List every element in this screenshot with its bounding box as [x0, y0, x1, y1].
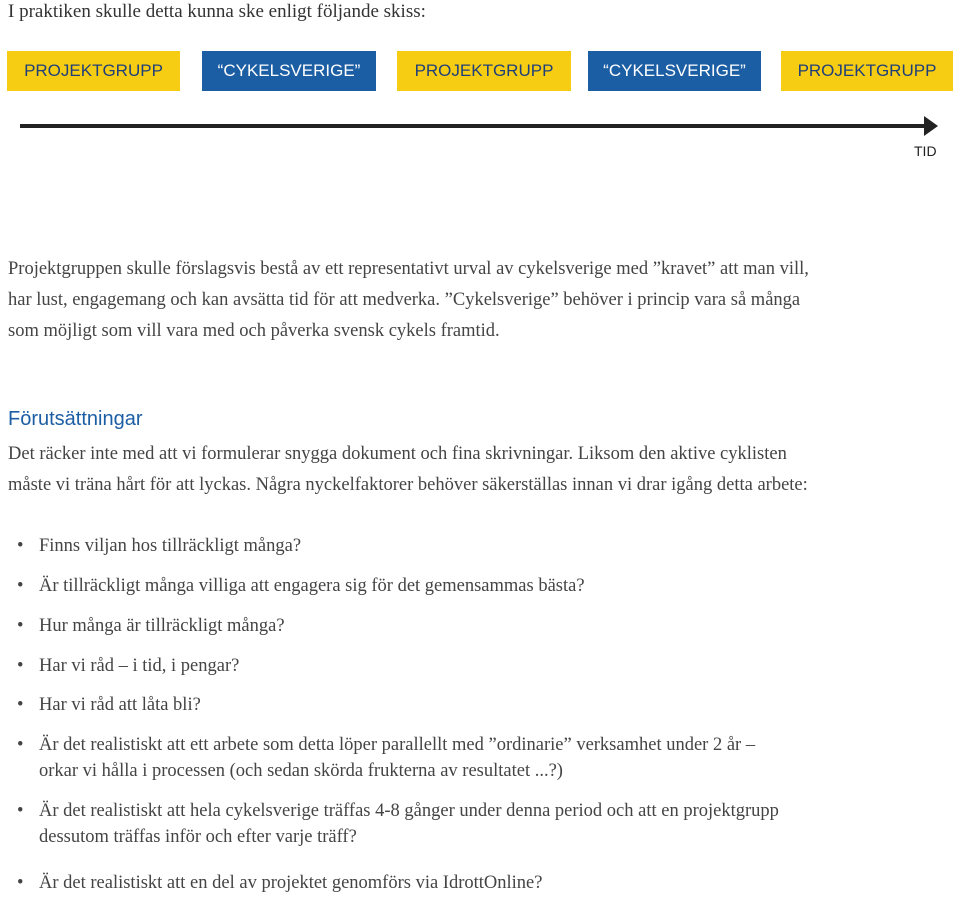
- bullet-icon: •: [17, 536, 24, 556]
- list-item-text: Är det realistiskt att ett arbete som detta löper parallellt med ”ordinarie” verksamhet under 2 år –: [39, 735, 756, 755]
- list-item-text: Är det realistiskt att hela cykelsverige träffas 4-8 gånger under denna period och att en projektgrupp: [39, 801, 779, 821]
- paragraph-line: Det räcker inte med att vi formulerar snygga dokument och fina skrivningar. Liksom den aktive cyklisten: [8, 444, 787, 464]
- list-item-text: Hur många är tillräckligt många?: [39, 616, 285, 636]
- bullet-icon: •: [17, 695, 24, 715]
- bullet-icon: •: [17, 801, 24, 821]
- paragraph-line: måste vi träna hårt för att lyckas. Några nyckelfaktorer behöver säkerställas innan vi drar igång detta arbete:: [8, 475, 808, 495]
- list-item-text: Är det realistiskt att en del av projektet genomförs via IdrottOnline?: [39, 873, 543, 893]
- paragraph-line: har lust, engagemang och kan avsätta tid för att medverka. ”Cykelsverige” behöver i princip vara så många: [8, 290, 801, 310]
- paragraph-forutsattningar: [8, 439, 956, 501]
- timeline-label: TID: [914, 143, 937, 159]
- intro-text: I praktiken skulle detta kunna ske enligt följande skiss:: [8, 1, 426, 22]
- paragraph-line: som möjligt som vill vara med och påverka svensk cykels framtid.: [8, 321, 500, 341]
- phase-cykelsverige-2: “CYKELSVERIGE”: [588, 51, 761, 91]
- phase-projektgrupp-2: PROJEKTGRUPP: [397, 51, 571, 91]
- paragraph-projektgruppen: [8, 254, 956, 347]
- section-heading: Förutsättningar: [8, 408, 143, 430]
- phase-cykelsverige-1: “CYKELSVERIGE”: [202, 51, 376, 91]
- list-item-text: Är tillräckligt många villiga att engagera sig för det gemensammas bästa?: [39, 576, 585, 596]
- timeline-arrow-icon: [924, 116, 938, 136]
- bullet-icon: •: [17, 616, 24, 636]
- bullet-icon: •: [17, 656, 24, 676]
- timeline-axis: [20, 124, 926, 128]
- list-item-text: Har vi råd att låta bli?: [39, 695, 201, 715]
- phase-diagram: [7, 51, 953, 91]
- phase-projektgrupp-3: PROJEKTGRUPP: [781, 51, 953, 91]
- list-item-text: Har vi råd – i tid, i pengar?: [39, 656, 240, 676]
- list-item-text: dessutom träffas inför och efter varje träff?: [39, 827, 357, 847]
- bullet-icon: •: [17, 735, 24, 755]
- list-item-text: orkar vi hålla i processen (och sedan skörda frukterna av resultatet ...?): [39, 761, 563, 781]
- bullet-icon: •: [17, 873, 24, 893]
- paragraph-line: Projektgruppen skulle förslagsvis bestå av ett representativt urval av cykelsverige med ”kravet” att man vill,: [8, 259, 809, 279]
- phase-projektgrupp-1: PROJEKTGRUPP: [7, 51, 180, 91]
- list-item-text: Finns viljan hos tillräckligt många?: [39, 536, 302, 556]
- bullet-icon: •: [17, 576, 24, 596]
